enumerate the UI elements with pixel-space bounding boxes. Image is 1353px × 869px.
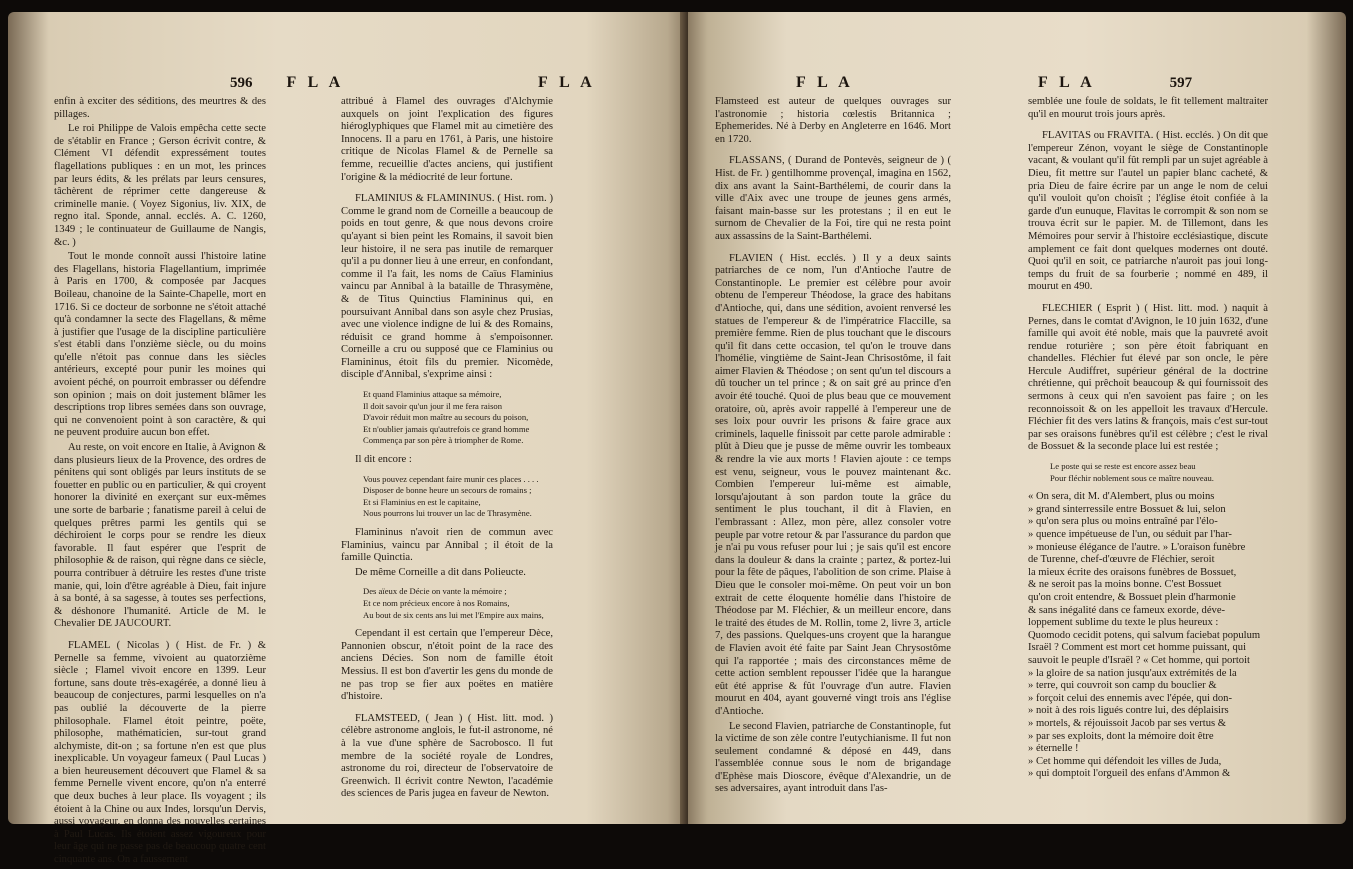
left-page <box>8 12 688 866</box>
verse-quote <box>363 586 553 621</box>
entry-flechier: FLECHIER ( Esprit ) ( Hist. litt. mod. ) naquit à Pernes, dans le comtat d'Avignon, le 10 juin 1632, d'une famille qui avoit été noble, mais que la pauvreté avoit rendue roturière ; son père étoit fabriquant en chandelles. Fléchier fut élevé par son oncle, le père Hercule Audiffret, supérieur général de la doctrine chrétienne, qui prêchoit beaucoup & qui fournissoit des sermons à ceux qui n'en savoient pas faire ; on les reconnoissoit & on les appelloit les travaux d'Hercule. Fléchier fit des vers latins & françois, mais c'est sur-tout par ses oraisons funèbres qu'il est célèbre ; c'est le rival de Bossuet & la seconde place lui est restée ; <box>1028 302 1268 453</box>
quoted-line: Quomodo cecidit potens, qui salvum faciebat populum <box>1028 629 1261 641</box>
paragraph: semblée une foule de soldats, le fit tellement maltraiter qu'il en mourut trois jours après. <box>1028 96 1268 120</box>
left-page-header-2 <box>538 74 596 92</box>
verse-line: Pour fléchir noblement sous ce maître nouveau. <box>1050 472 1214 483</box>
paragraph: Cependant il est certain que l'empereur Dèce, Pannonien obscur, n'étoit point de la race des anciens Décies. Son nom de famille étoit Messius. Il est bon d'avertir les gens du monde de ne pas trop se fier aux poëtes en matière d'histoire. <box>341 628 553 703</box>
entry-flassans: FLASSANS, ( Durand de Pontevès, seigneur de ) ( Hist. de Fr. ) gentilhomme provençal, imagina en 1562, dix ans avant la Saint-Barthélemi, de courir dans la ville d'Aix avec une troupe de jeunes gens armés, faisant main-basse sur les protestans ; il en eut le surnom de Chevalier de la Foi, tire qui ne resta point aux assassins de la Saint-Barthélemi. <box>715 155 951 242</box>
right-page-header <box>796 74 854 92</box>
verse-line: Et n'oublier jamais qu'autrefois ce grand homme <box>363 423 530 434</box>
quoted-line: « On sera, dit M. d'Alembert, plus ou moins <box>1028 491 1215 503</box>
verse-quote <box>363 389 553 447</box>
paragraph: Tout le monde connoît aussi l'histoire latine des Flagellans, historia Flagellantium, imprimée à Paris en 1700, & composée par Jacques Boileau, chanoine de la Sainte-Chapelle, mort en 1716. Si ce docteur de sorbonne ne s'étoit attaché qu'à condamner la secte des Flagellans, & même à justifier que l'usage de la discipline particulière s'est établi dans l'onzième siècle, ou du moins qu'elle n'étoit pas connue dans les siècles antérieurs, excepté pour punir les moines qui avoient péché, on pourroit embrasser ou défendre son opinion ; mais on doit justement blâmer les descriptions trop libres semées dans son ouvrage, qui ne convenoient point à son caractère, & qui ne peuvent produire aucun bon effet. <box>54 251 266 439</box>
entry-flavien: FLAVIEN ( Hist. ecclés. ) Il y a deux saints patriarches de ce nom, l'un d'Antioche l'autre de Constantinople. Le premier est célèbre pour avoir obtenu de l'empereur Théodose, la grace des habitans d'Antioche, qui, dans une sédition, avoient renversé les statues de l'empereur & de l'impératrice Flaccille, sa première femme. Rien de plus touchant que le discours qu'il fit dans cette occasion, tel qu'on le trouve dans l'homélie, vingtième de Saint-Jean Chrisostôme, il fait aimer Flavien & Théodose ; on sent qu'un tel discours a dû toucher un tel prince ; & on sait gré au prince d'en avoir été touché. Quoi de plus beau que ce mouvement oratoire, où, après avoir rappellé à l'empereur une de ses loix pour ouvrir les prisons & faire grace aux criminels, laquelle finissoit par cette parole admirable : plût à Dieu que je pusse de même ouvrir les tombeaux & rendre la vie aux morts ! Flavien ajoute : ce temps est venu, seigneur, vous le pouvez maintenant &c. Combien l'empereur lui-même est aimable, lorsqu'ajoutant à son pardon toute la grâce du sentiment le plus touchant, il dit à Flavien, en l'embrassant : Allez, mon père, allez consoler votre peuple par votre retour & par l'assurance du pardon que je n'ai pu vous refuser pour lui ; je sais qu'il est encore dans la douleur & dans la crainte ; partez, & portez-lui pour la fête de pâques, l'abolition de son crime. Plaise à Dieu que le consoler moi-même. On peut voir un bon extrait de cette éloquente homélie dans l'histoire de Théodose par M. Fléchier, & un meilleur encore, dans le traité des études de M. Rollin, tome 2, livre 3, article 7, des passions. Quelques-uns croyent que la harangue de Flavien avoit été faite par Saint Jean Chrysostôme qui l'a rapportée ; mais des circonstances même de cette action semblent repousser l'idée que la harangue eût été apprise & fût l'ouvrage d'un autre. Flavien mourut en 404, ayant gouverné vingt trois ans l'église d'Antioche. <box>715 252 951 717</box>
verse-line: Nous pourrons lui trouver un lac de Thrasymène. <box>363 508 532 519</box>
quoted-line: » la gloire de sa nation jusqu'aux extrémités de la <box>1028 667 1237 679</box>
quoted-line: » qu'on sera plus ou moins entraîné par l'élo- <box>1028 516 1218 528</box>
page-number: 596 <box>230 75 253 91</box>
verse-line: Le poste qui se reste est encore assez beau <box>1050 461 1196 472</box>
quoted-line: » noit à des rois ligués contre lui, des déplaisirs <box>1028 705 1229 717</box>
quoted-line: » par ses exploits, dont la mémoire doit être <box>1028 730 1214 742</box>
left-page-header <box>230 74 344 92</box>
quoted-line: » terre, qui couvroit son camp du bouclier & <box>1028 680 1217 692</box>
paragraph: attribué à Flamel des ouvrages d'Alchymie auxquels on joint l'explication des figures hiéroglyphiques que Flamel mit au cimetière des Innocens. Il a paru en 1761, à Paris, une histoire critique de Nicolas Flamel & de Pernelle sa femme, recueillie d'actes anciens, qui justifient l'origine & la médiocrité de leur fortune. <box>341 96 553 183</box>
quoted-line: de Turenne, chef-d'œuvre de Fléchier, seroit <box>1028 554 1215 566</box>
quoted-line: Israël ? Comment est mort cet homme puissant, qui <box>1028 642 1247 654</box>
running-head: F L A <box>1038 74 1096 91</box>
paragraph: Flamsteed est auteur de quelques ouvrages sur l'astronomie ; historia cœlestis Britannica ; Ephemerides. Né à Derby en Angleterre en 1646. Mort en 1720. <box>715 96 951 145</box>
paragraph: Flamininus n'avoit rien de commun avec Flaminius, vaincu par Annibal ; il étoit de la famille Quinctia. <box>341 527 553 564</box>
verse-line: D'avoir réduit mon maître au secours du poison, <box>363 412 529 423</box>
quoted-line: » mortels, & réjouissoit Jacob par ses vertus & <box>1028 717 1227 729</box>
verse-line: Des aïeux de Décie on vante la mémoire ; <box>363 586 507 597</box>
right-column-2 <box>1028 96 1268 781</box>
verse-quote <box>363 474 553 520</box>
quoted-line: qu'on croit entendre, & Bossuet plein d'harmonie <box>1028 591 1236 603</box>
quoted-line: sauvoit le peuple d'Israël ? « Cet homme, qui portoit <box>1028 654 1250 666</box>
verse-line: Et ce nom précieux encore à nos Romains, <box>363 597 510 608</box>
quoted-line: la mieux écrite des oraisons funèbres de Bossuet, <box>1028 566 1237 578</box>
quoted-passage <box>1028 491 1268 781</box>
verse-line: Au bout de six cents ans lui met l'Empire aux mains, <box>363 609 544 620</box>
entry-flaminius: FLAMINIUS & FLAMININUS. ( Hist. rom. ) Comme le grand nom de Corneille a beaucoup de poids en tout genre, & que nous devons croire qu'ayant si bien peint les Romains, il savoit bien leur histoire, il ne sera pas inutile de remarquer qu'il a pu donner lieu à une erreur, en confondant, comme il l'a fait, les noms de Caïus Flaminius vaincu par Annibal à la bataille de Thrasymène, & de Titus Quinctius Flamininus qui, en poursuivant Annibal dans son asyle chez Prusias, avec une violence indigne de lui & des Romains, réduisit ce grand homme à s'empoisonner. Corneille a cru ou supposé que ce Flaminius ou Flamininus, étoit fils du premier. Nicomède, disciple d'Annibal, s'exprime ainsi : <box>341 193 553 381</box>
paragraph: Le roi Philippe de Valois empêcha cette secte de s'établir en France ; Gerson écrivit contre, & Clément VI défendit expressément toutes flagellations publiques : en un mot, les princes par leurs édits, & les prélats par leurs censures, tâchèrent de réprimer cette dangereuse & criminelle manie. ( Voyez Sigonius, liv. XIX, de regno ital. Sponde, annal. ecclés. A. C. 1260, 1349 ; le continuateur de Guillaume de Nangis, &c. ) <box>54 123 266 248</box>
quoted-line: » Cet homme qui défendoit les villes de Juda, <box>1028 755 1222 767</box>
quoted-line: » qui domptoit l'orgueil des enfans d'Ammon & <box>1028 768 1231 780</box>
quoted-line: & sans inégalité dans ce fameux exorde, déve- <box>1028 604 1226 616</box>
paragraph: Il dit encore : <box>355 454 412 466</box>
running-head: F L A <box>796 74 854 91</box>
quoted-line: & ne seroit pas la moins bonne. C'est Bossuet <box>1028 579 1222 591</box>
paragraph: Au reste, on voit encore en Italie, à Avignon & dans plusieurs lieux de la Provence, des ordres de pénitens qui sont obligés par leurs instituts de se fouetter en public ou en particulier, & qui croyent honorer la divinité en exerçant sur eux-mêmes une sorte de barbarie ; fanatisme pareil à celui de quelques prêtres parmi les gentils qui se déchiroient le corps pour se rendre les dieux favorable. Il faut espérer que l'esprit de philosophie & de raison, qui règne dans ce siècle, pourra contribuer à détruire les restes d'une triste manie, qui, loin d'être agréable à Dieu, fait injure à sa bonté, à sa sagesse, à toutes ses perfections, & déshonore l'humanité. Article de M. le Chevalier DE JAUCOURT. <box>54 442 266 630</box>
paragraph: De même Corneille a dit dans Polieucte. <box>355 566 526 578</box>
left-column-1 <box>54 96 266 869</box>
running-head: F L A <box>538 74 596 91</box>
quoted-line: » quence impétueuse de l'un, ou séduit par l'har- <box>1028 529 1232 540</box>
verse-line: Disposer de bonne heure un secours de romains ; <box>363 485 532 496</box>
page-number: 597 <box>1169 75 1193 91</box>
running-head: F L A <box>286 74 345 91</box>
verse-line: Et si Flaminius en est le capitaine, <box>363 496 481 507</box>
right-column-1 <box>715 96 951 798</box>
quoted-line: » éternelle ! <box>1028 743 1079 755</box>
quoted-line: » monieuse élégance de l'autre. » L'oraison funèbre <box>1028 541 1246 553</box>
paragraph: Le second Flavien, patriarche de Constantinople, fut la victime de son zèle contre l'eutychianisme. Il fut non seulement condamné & déposé en 449, dans l'assemblée connue sous le nom de brigandage d'Ephèse mais Dioscore, évêque d'Alexandrie, un de ses adversaires, ayant introduit dans l'as- <box>715 720 951 795</box>
left-column-2 <box>341 96 553 803</box>
quoted-line: loppement sublime du texte le plus heureux : <box>1028 617 1219 629</box>
verse-line: Commença par son père à triompher de Rome. <box>363 435 524 446</box>
entry-flamsteed: FLAMSTEED, ( Jean ) ( Hist. litt. mod. ) célèbre astronome anglois, le fut-il astronome, né à la vue d'une sphère de Sacrobosco. Il fut membre de la société royale de Londres, astronome du roi, directeur de l'observatoire de Greenwich. Il écrivit contre Newton, l'académie des sciences de Paris jugea en faveur de Newton. <box>341 712 553 800</box>
verse-line: Et quand Flaminius attaque sa mémoire, <box>363 389 502 400</box>
paragraph: enfin à exciter des séditions, des meurtres & des pillages. <box>54 96 266 120</box>
entry-flavitas: FLAVITAS ou FRAVITA. ( Hist. ecclés. ) On dit que l'empereur Zénon, voyant le siège de Constantinople vacant, & voulant qu'il fût rempli par un sujet agréable à Dieu, fit mettre sur l'autel un papier blanc cacheté, & pria Dieu de faire écrire par un ange le nom de celui qu'il vouloit qu'on choisît ; l'église étoit confiée à la garde d'un eunuque, Flavitas le corrompit & son nom se trouva écrit sur le papier. M. de Tillemont, dans les Mémoires pour servir à l'histoire ecclésiastique, discute amplement ce fait dont quelques modernes ont douté. Quoi qu'il en soit, ce patriarche n'auroit pas joui long-temps du fruit de sa fourberie ; nommé en 489, il mourut en 490. <box>1028 130 1268 293</box>
verse-line: Vous pouvez cependant faire munir ces places . . . . <box>363 473 539 484</box>
verse-line: Il doit savoir qu'un jour il me fera raison <box>363 400 503 411</box>
verse-quote <box>1050 461 1268 484</box>
open-book <box>8 12 1346 866</box>
quoted-line: » forçoit celui des ennemis avec l'épée, qui don- <box>1028 692 1232 704</box>
entry-flamel: FLAMEL ( Nicolas ) ( Hist. de Fr. ) & Pernelle sa femme, vivoient au quatorzième siècle ; Flamel vivoit encore en 1399. Leur fortune, sans doute très-exagérée, a donné lieu à beaucoup de conjectures, parmi lesquelles on n'a pas oublié la découverte de la pierre philosophale. Flamel étoit peintre, poëte, philosophe, mathématicien, sur-tout grand alchymiste, dit-on ; sa fortune n'en est que plus inexplicable. Un voyageur fameux ( Paul Lucas ) a bien heureusement découvert que Flamel & sa femme Pernelle vivent encore, qu'on n'a enterré que deux buches à leur place. Ils voyagent ; ils étoient à la Chine ou aux Indes, lorsqu'un Dervis, aussi voyageur, en donna des nouvelles certaines à Paul Lucas. Ils étoient assez vigoureux pour leur âge qui ne passe pas de beaucoup quatre cent cinquante ans. On a faussement <box>54 639 266 866</box>
right-page-header-2 <box>1038 74 1192 92</box>
quoted-line: » grand sinterressile entre Bossuet & lui, selon <box>1028 503 1226 515</box>
right-page <box>688 12 1346 824</box>
